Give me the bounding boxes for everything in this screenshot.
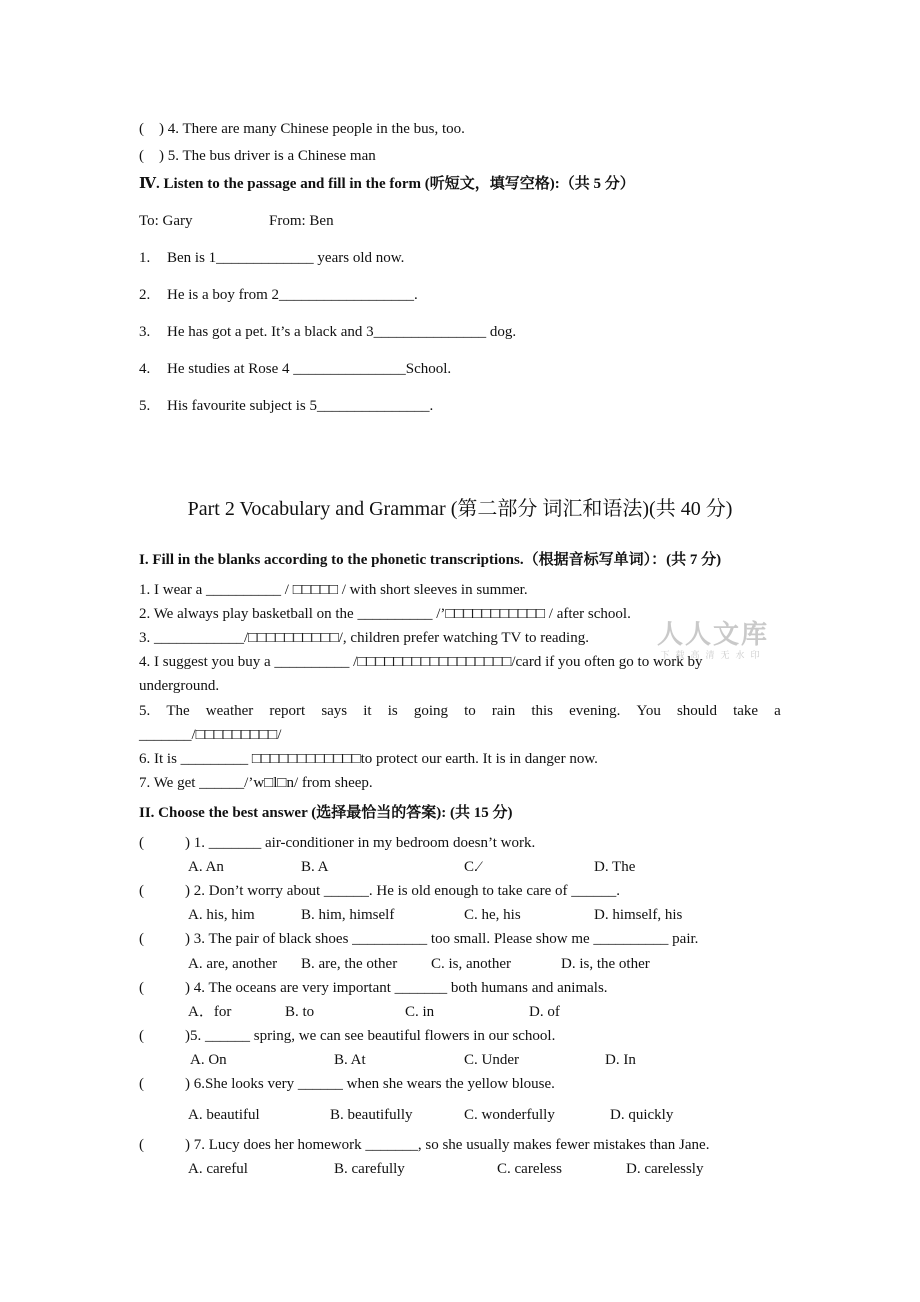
option-a: A. are, another (188, 956, 278, 972)
q5-word: this (531, 703, 554, 719)
form-item-number: 5. (139, 398, 151, 414)
phonetic-question-4: 4. I suggest you buy a __________ /□□□□□□□□□□□□□□□□□/card if you often go to work by (139, 654, 703, 670)
answer-paren: ( (139, 1028, 144, 1044)
answer-paren: ( (139, 1137, 144, 1153)
form-item-text: He is a boy from 2__________________. (167, 287, 418, 303)
question-stem: ) 7. Lucy does her homework _______, so she usually makes fewer mistakes than Jane. (185, 1137, 710, 1153)
option-b: B. At (334, 1052, 366, 1068)
watermark-logo-text: 人人文库 (656, 620, 769, 650)
watermark (648, 620, 778, 662)
option-b: B. A (301, 859, 329, 875)
listening-item-5: ( ) 5. The bus driver is a Chinese man (139, 148, 376, 164)
option-d: D. The (594, 859, 636, 875)
phonetic-question-6: 6. It is _________ □□□□□□□□□□□□to protect our earth. It is in danger now. (139, 751, 598, 767)
form-from: From: Ben (269, 213, 334, 229)
form-item-number: 3. (139, 324, 151, 340)
watermark-subtitle: 下载高清无水印 (660, 651, 766, 661)
form-item-text: He has got a pet. It’s a black and 3_______________ dog. (167, 324, 517, 340)
option-c: C. Under (464, 1052, 519, 1068)
form-item-number: 2. (139, 287, 151, 303)
option-a: A. careful (188, 1161, 248, 1177)
q5-word: a (774, 703, 781, 719)
option-d: D. carelessly (626, 1161, 704, 1177)
q5-word: 5. (139, 703, 151, 719)
question-stem: ) 4. The oceans are very important _______ both humans and animals. (185, 980, 608, 996)
q5-word: going (413, 703, 449, 719)
option-c: C. wonderfully (464, 1107, 555, 1123)
phonetic-question-3: 3. ____________/□□□□□□□□□□/, children prefer watching TV to reading. (139, 630, 589, 646)
q5-word: report (269, 703, 306, 719)
question-stem: ) 3. The pair of black shoes __________ too small. Please show me __________ pair. (185, 931, 699, 947)
option-b: B. to (285, 1004, 315, 1020)
q5-word: weather (205, 703, 254, 719)
option-c: C. he, his (464, 907, 521, 923)
answer-paren: ( (139, 835, 144, 851)
section-ii-heading: II. Choose the best answer (选择最恰当的答案): (共 15 分) (139, 805, 513, 821)
option-b: B. beautifully (330, 1107, 413, 1123)
option-a: A．for (188, 1004, 232, 1020)
q5-word: is (387, 703, 398, 719)
question-stem: ) 2. Don’t worry about ______. He is old enough to take care of ______. (185, 883, 621, 899)
answer-paren: ( (139, 1076, 144, 1092)
option-c: C. careless (497, 1161, 562, 1177)
form-item-text: Ben is 1_____________ years old now. (167, 250, 405, 266)
option-d: D. In (605, 1052, 636, 1068)
answer-paren: ( (139, 980, 144, 996)
q5-word: take (733, 703, 759, 719)
option-b: B. carefully (334, 1161, 405, 1177)
q5-word: to (464, 703, 476, 719)
form-item-text: He studies at Rose 4 _______________School. (167, 361, 452, 377)
answer-paren: ( (139, 931, 144, 947)
q5-word: rain (491, 703, 516, 719)
option-c: C. in (405, 1004, 435, 1020)
form-item-number: 4. (139, 361, 151, 377)
q5-word: it (363, 703, 372, 719)
option-a: A. beautiful (188, 1107, 260, 1123)
phonetic-question-7: 7. We get ______/’w□l□n/ from sheep. (139, 775, 373, 791)
q5-word: evening. (569, 703, 621, 719)
listening-item-4: ( ) 4. There are many Chinese people in the bus, too. (139, 121, 465, 137)
phonetic-question-5 (139, 702, 781, 720)
option-a: A. On (190, 1052, 227, 1068)
question-stem: ) 1. _______ air-conditioner in my bedroom doesn’t work. (185, 835, 536, 851)
section-iv-heading: Ⅳ. Listen to the passage and fill in the form (听短文，填写空格):（共 5 分） (139, 176, 635, 192)
option-c: C. is, another (431, 956, 511, 972)
q5-word: should (676, 703, 717, 719)
answer-paren: ( (139, 883, 144, 899)
question-stem: ) 6.She looks very ______ when she wears the yellow blouse. (185, 1076, 555, 1092)
option-b: B. him, himself (301, 907, 395, 923)
option-b: B. are, the other (301, 956, 398, 972)
option-d: D. himself, his (594, 907, 683, 923)
option-a: A. An (188, 859, 224, 875)
option-c: C.⁄ (464, 859, 481, 875)
form-item-number: 1. (139, 250, 151, 266)
option-d: D. of (529, 1004, 560, 1020)
section-i-heading: I. Fill in the blanks according to the phonetic transcriptions.（根据音标写单词）：(共 7 分) (139, 552, 722, 568)
part2-title: Part 2 Vocabulary and Grammar (第二部分 词汇和语法)(共 40 分) (187, 498, 733, 520)
form-item-text: His favourite subject is 5_______________. (167, 398, 434, 414)
option-a: A. his, him (188, 907, 255, 923)
phonetic-question-2: 2. We always play basketball on the __________ /’□□□□□□□□□□□ / after school. (139, 606, 631, 622)
q5-word: You (636, 703, 661, 719)
phonetic-question-4-cont: underground. (139, 678, 220, 694)
option-d: D. is, the other (561, 956, 650, 972)
question-stem: )5. ______ spring, we can see beautiful flowers in our school. (185, 1028, 556, 1044)
q5-word: says (321, 703, 348, 719)
option-d: D. quickly (610, 1107, 674, 1123)
phonetic-question-5-cont: _______/□□□□□□□□□/ (139, 727, 282, 743)
q5-word: The (166, 703, 190, 719)
form-to: To: Gary (139, 213, 193, 229)
phonetic-question-1: 1. I wear a __________ / □□□□□ / with short sleeves in summer. (139, 582, 528, 598)
